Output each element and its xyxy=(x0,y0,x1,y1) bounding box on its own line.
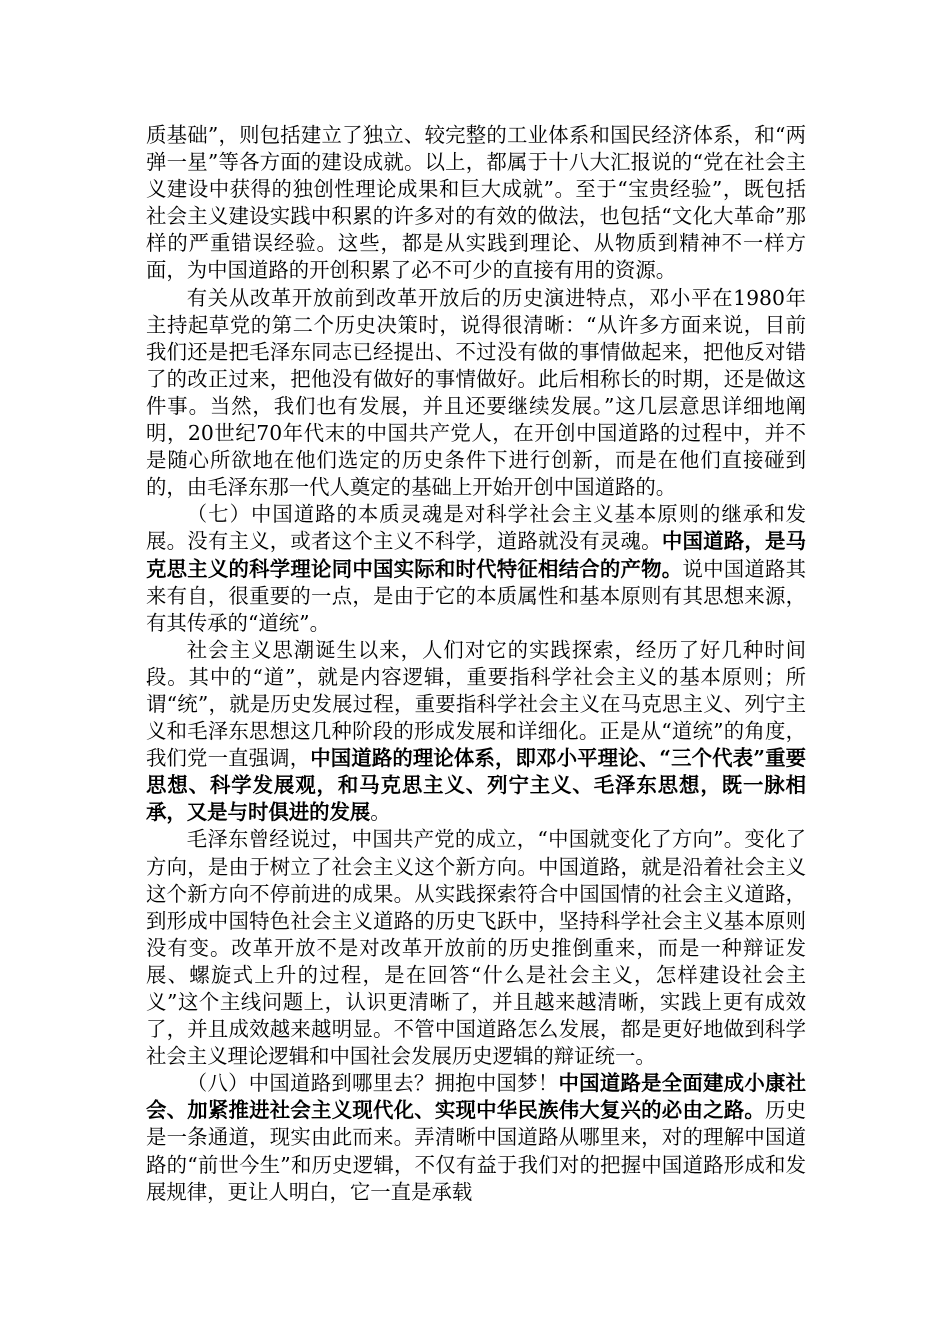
paragraph-5 xyxy=(146,826,806,1070)
paragraph-text: 社会主义思潮诞生以来，人们对它的实践探索，经历了好几种时间段。其中的“道”，就是内容逻辑，重要指科学社会主义的基本原则；所谓“统”，就是历史发展过程，重要指科学社会主义在马克思主义、列宁主义和毛泽东思想这几种阶段的形成发展和详细化。正是从“道统”的角度，我们党一直强调， xyxy=(146,637,806,771)
bold-emphasis-text: 中国道路的理论体系，即邓小平理论、“三个代表”重要思想、科学发展观，和马克思主义、列宁主义、毛泽东思想，既一脉相承，又是与时俱进的发展 xyxy=(146,746,806,825)
paragraph-text: 历史是一条通道，现实由此而来。弄清晰中国道路从哪里来，对的理解中国道路的“前世今生”和历史逻辑，不仅有益于我们对的把握中国道路形成和发展规律，更让人明白，它一直是承载 xyxy=(146,1098,807,1204)
paragraph-text: （八）中国道路到哪里去？拥抱中国梦！ xyxy=(186,1071,559,1096)
paragraph-6-section-eight xyxy=(146,1070,806,1205)
document-body xyxy=(146,122,806,1206)
paragraph-2 xyxy=(146,285,806,502)
paragraph-1 xyxy=(146,122,806,285)
bold-emphasis-text: 中国道路是全面建成小康社会、加紧推进社会主义现代化、实现中华民族伟大复兴的必由之路。 xyxy=(146,1071,807,1123)
paragraph-text: （七）中国道路的本质灵魂是对科学社会主义基本原则的继承和发展。没有主义，或者这个主义不科学，道路就没有灵魂。 xyxy=(146,502,806,554)
paragraph-text: 毛泽东曾经说过，中国共产党的成立，“中国就变化了方向”。变化了方向，是由于树立了社会主义这个新方向。中国道路，就是沿着社会主义这个新方向不停前进的成果。从实践探索符合中国国情的社会主义道路，到形成中国特色社会主义道路的历史飞跃中，坚持科学社会主义基本原则没有变。改革开放不是对改革开放前的历史推倒重来，而是一种辩证发展、螺旋式上升的过程，是在回答“什么是社会主义，怎样建设社会主义”这个主线问题上，认识更清晰了，并且越来越清晰，实践上更有成效了，并且成效越来越明显。不管中国道路怎么发展，都是更好地做到科学社会主义理论逻辑和中国社会发展历史逻辑的辩证统一。 xyxy=(146,827,806,1069)
paragraph-text: 。 xyxy=(370,800,391,825)
bold-emphasis-text: 中国道路，是马克思主义的科学理论同中国实际和时代特征相结合的产物。 xyxy=(146,529,806,581)
paragraph-text: 有关从改革开放前到改革开放后的历史演进特点，邓小平在1980年主持起草党的第二个历史决策时，说得很清晰：“从许多方面来说，目前我们还是把毛泽东同志已经提出、不过没有做的事情做起来，把他反对错了的改正过来，把他没有做好的事情做好。此后相称长的时期，还是做这件事。当然，我们也有发展，并且还要继续发展。”这几层意思详细地阐明，20世纪70年代末的中国共产党人，在开创中国道路的过程中，并不是随心所欲地在他们选定的历史条件下进行创新，而是在他们直接碰到的，由毛泽东那一代人奠定的基础上开始开创中国道路的。 xyxy=(146,285,806,500)
paragraph-4 xyxy=(146,637,806,827)
paragraph-text: 质基础”，则包括建立了独立、较完整的工业体系和国民经济体系，和“两弹一星”等各方面的建设成就。以上，都属于十八大汇报说的“党在社会主义建设中获得的独创性理论成果和巨大成就”。至于“宝贵经验”，既包括社会主义建设实践中积累的许多对的有效的做法，也包括“文化大革命”那样的严重错误经验。这些，都是从实践到理论、从物质到精神不一样方面，为中国道路的开创积累了必不可少的直接有用的资源。 xyxy=(146,123,806,283)
paragraph-text: 说中国道路其来有自，很重要的一点，是由于它的本质属性和基本原则有其思想来源，有其传承的“道统”。 xyxy=(146,556,807,635)
paragraph-3-section-seven xyxy=(146,501,806,636)
